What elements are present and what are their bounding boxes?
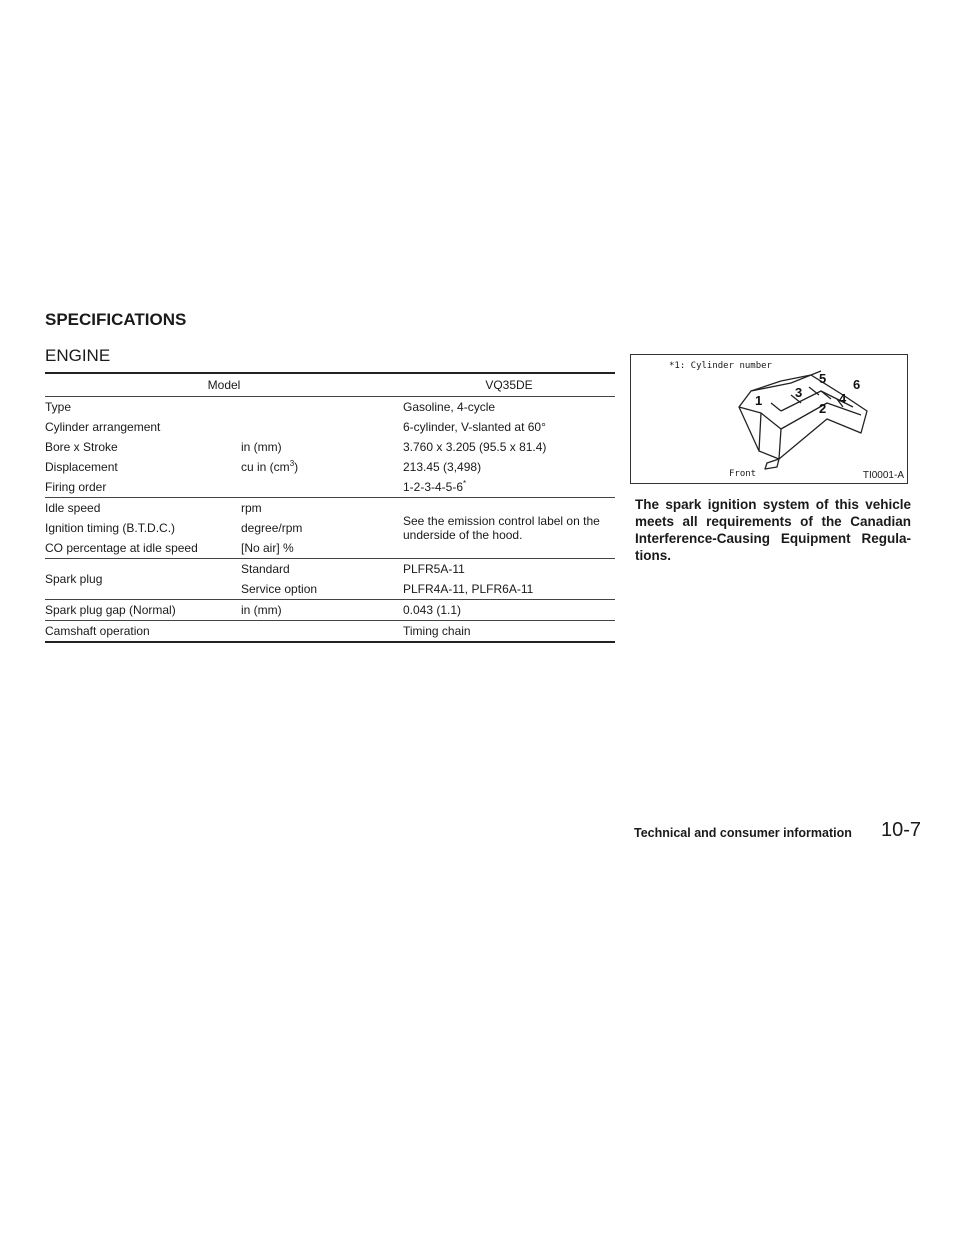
row-label: Displacement: [45, 460, 118, 474]
unit-superscript: 3: [289, 459, 295, 468]
row-value: PLFR5A-11: [403, 559, 615, 580]
figure-caption: *1: Cylinder number: [669, 361, 772, 371]
row-value: PLFR4A-11, PLFR6A-11: [403, 582, 534, 596]
row-label: Type: [45, 397, 241, 418]
row-value: Timing chain: [403, 621, 615, 643]
block-edge: [761, 413, 781, 429]
row-unit: Service option: [241, 582, 318, 596]
row-unit: in (mm): [241, 440, 282, 454]
cylinder-label-5: 5: [819, 371, 827, 386]
engine-spec-table: [45, 372, 615, 643]
section-title: SPECIFICATIONS: [45, 310, 187, 329]
footer-section-label: Technical and consumer information: [634, 826, 852, 840]
cylinder-label-2: 2: [819, 401, 827, 416]
row-unit: [No air] %: [241, 541, 294, 555]
figure-id: TI0001-A: [862, 470, 904, 481]
row-label: Spark plug gap (Normal): [45, 600, 241, 621]
row-unit: rpm: [241, 498, 403, 519]
interference-notice: The spark ignition system of this vehicle meets all requirements of the Canadian Interference-Causing Equipment Regula-tions.: [635, 497, 911, 563]
engine-block-drawing: [631, 355, 907, 483]
row-unit: [241, 417, 403, 437]
row-unit: [241, 457, 403, 477]
row-unit: degree/rpm: [241, 521, 303, 535]
cylinder-label-1: 1: [755, 393, 763, 408]
row-unit: [241, 477, 403, 498]
row-unit: [241, 397, 403, 418]
cylinder-label-4: 4: [839, 391, 847, 406]
row-value: [403, 477, 615, 498]
cylinder-label-6: 6: [853, 377, 861, 392]
cylinder-label-3: 3: [795, 385, 803, 400]
row-value: 213.45 (3,498): [403, 460, 482, 474]
row-label: Cylinder arrangement: [45, 420, 161, 434]
subsection-title: ENGINE: [45, 346, 111, 365]
table-row: [45, 498, 615, 519]
table-row: [45, 477, 615, 498]
unit-text: cu in (cm: [241, 460, 290, 474]
row-label: Spark plug: [45, 559, 241, 600]
row-value: 0.043 (1.1): [403, 600, 615, 621]
row-label: Ignition timing (B.T.D.C.): [45, 521, 176, 535]
row-label: Camshaft operation: [45, 621, 241, 643]
table-row: [45, 437, 615, 457]
row-label: Idle speed: [45, 498, 241, 519]
cylinder-diagram: [630, 354, 908, 484]
front-label: Front: [729, 469, 757, 479]
table-row: [45, 397, 615, 418]
table-row: [45, 621, 615, 643]
unit-tail: ): [294, 460, 299, 474]
row-unit: in (mm): [241, 600, 403, 621]
row-label: CO percentage at idle speed: [45, 541, 198, 555]
table-row: [45, 417, 615, 437]
row-value: 3.760 x 3.205 (95.5 x 81.4): [403, 440, 547, 454]
row-value: 6-cylinder, V-slanted at 60°: [403, 420, 546, 434]
page-number: 10-7: [881, 819, 922, 841]
emission-label-note: See the emission control label on the underside of the hood.: [403, 498, 615, 559]
footnote-marker: *: [463, 479, 467, 488]
table-row: [45, 457, 615, 477]
row-unit: Standard: [241, 559, 403, 580]
table-header-row: [45, 373, 615, 397]
header-model-label: Model: [207, 378, 241, 392]
row-label: Bore x Stroke: [45, 440, 118, 454]
row-value: Gasoline, 4-cycle: [403, 397, 615, 418]
table-row: [45, 559, 615, 580]
row-unit: [241, 621, 403, 643]
front-arrow: [765, 459, 779, 469]
table-row: [45, 600, 615, 621]
firing-order-value: 1-2-3-4-5-6: [403, 480, 464, 494]
header-model-value: VQ35DE: [485, 378, 533, 392]
row-label: Firing order: [45, 480, 107, 494]
